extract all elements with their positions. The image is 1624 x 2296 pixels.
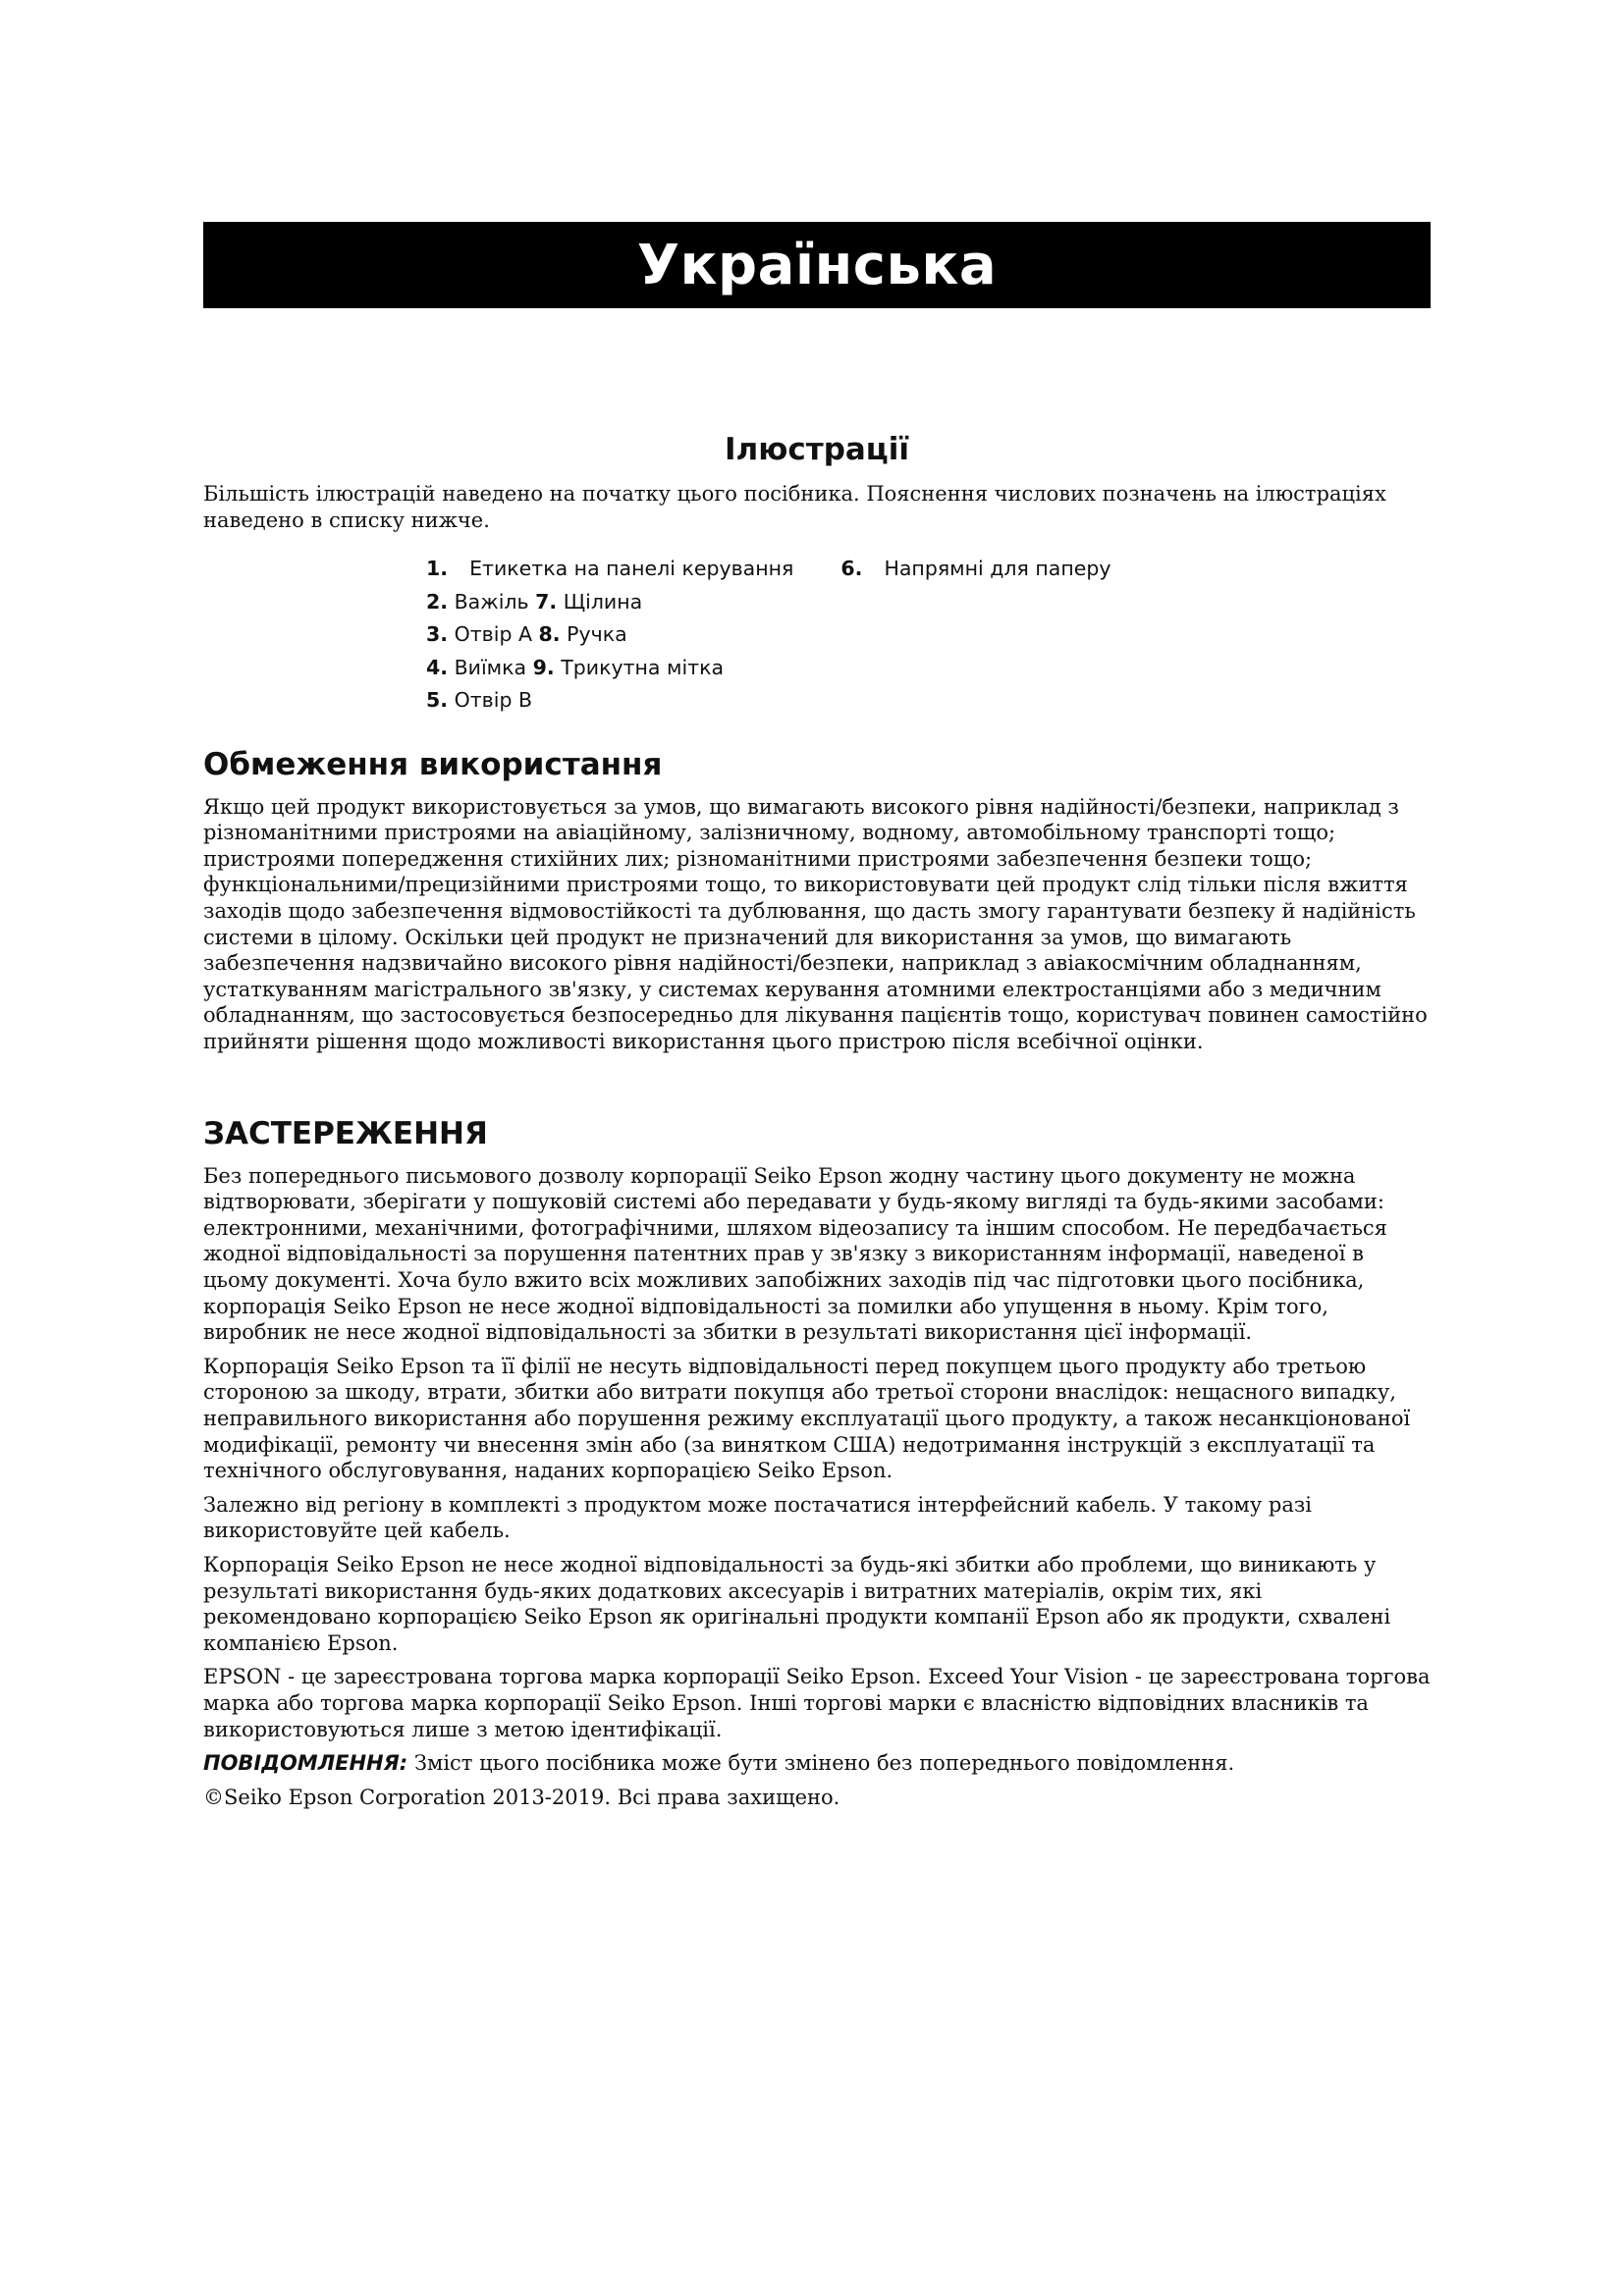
illustration-legend <box>426 553 1431 718</box>
illustrations-heading: Ілюстрації <box>724 432 910 467</box>
document-content <box>203 430 1431 1818</box>
restrictions-text: Якщо цей продукт використовується за умов, що вимагають високого рівня надійності/безпеки, наприклад з різноманітними пристроями на авіаційному, залізничному, водному, автомобільному транспорті тощо; пристроями попередження стихійних лих; різноманітними пристроями забезпечення безпеки тощо; функціональними/прецизійними пристроями тощо, то використовувати цей продукт слід тільки після вжиття заходів щодо забезпечення відмовостійкості та дублювання, що дасть змогу гарантувати безпеку й надійність системи в цілому. Оскільки цей продукт не призначений для використання за умов, що вимагають забезпечення надзвичайно високого рівня надійності/безпеки, наприклад з авіакосмічним обладнанням, устаткуванням магістрального зв'язку, у системах керування атомними електростанціями або з медичним обладнанням, що застосовується безпосередньо для лікування пацієнтів тощо, користувач повинен самостійно прийняти рішення щодо можливості використання цього пристрою після всебічної оцінки. <box>203 794 1428 1054</box>
usage-restrictions-section <box>203 745 1431 1055</box>
legend-label: Важіль <box>454 589 529 614</box>
legend-label: Ручка <box>567 622 627 647</box>
legend-label: Трикутна мітка <box>561 655 725 679</box>
caution-heading: ЗАСТЕРЕЖЕННЯ <box>203 1115 488 1151</box>
legend-label: Напрямні для паперу <box>884 557 1111 581</box>
restrictions-heading: Обмеження використання <box>203 746 663 782</box>
illustrations-intro: Більшість ілюстрацій наведено на початку цього посібника. Пояснення числових позначень на ілюстраціях наведено в списку нижче. <box>203 482 1386 532</box>
notice-line <box>203 1750 1431 1777</box>
legend-number: 3. <box>426 622 449 647</box>
legend-label: Виїмка <box>454 655 527 679</box>
legend-label: Щілина <box>563 589 643 614</box>
notice-label: ПОВІДОМЛЕННЯ: <box>203 1751 408 1776</box>
legend-row <box>426 684 1431 718</box>
notice-text: Зміст цього посібника може бути змінено без попереднього повідомлення. <box>407 1751 1235 1776</box>
legend-number: 6. <box>840 557 863 581</box>
caution-paragraph: Корпорація Seiko Epson не несе жодної відповідальності за будь-які збитки або проблеми, що виникають у результаті використання будь-яких додаткових аксесуарів і витратних матеріалів, окрім тих, які рекомендовано корпорацією Seiko Epson як оригінальні продукти компанії Epson або як продукти, схвалені компанією Epson. <box>203 1552 1391 1655</box>
legend-row <box>426 652 1431 685</box>
legend-number: 7. <box>535 589 558 614</box>
legend-number: 5. <box>426 688 449 713</box>
caution-section <box>203 1114 1431 1811</box>
caution-paragraph: EPSON - це зареєстрована торгова марка корпорації Seiko Epson. Exceed Your Vision - це зареєстрована торгова марка або торгова марка корпорації Seiko Epson. Інші торгові марки є власністю відповідних власників та використовуються лише з метою ідентифікації. <box>203 1665 1431 1741</box>
language-banner <box>203 222 1431 308</box>
legend-number: 9. <box>532 655 555 679</box>
illustrations-section <box>203 430 1431 718</box>
legend-number: 8. <box>538 622 561 647</box>
language-title: Українська <box>636 233 998 297</box>
caution-paragraph: Залежно від регіону в комплекті з продуктом може постачатися інтерфейсний кабель. У такому разі використовуйте цей кабель. <box>203 1492 1313 1543</box>
legend-label: Етикетка на панелі керування <box>469 557 794 581</box>
legend-label: Отвір B <box>454 688 533 713</box>
caution-paragraph: Корпорація Seiko Epson та її філії не несуть відповідальності перед покупцем цього продукту або третьою стороною за шкоду, втрати, збитки або витрати покупця або третьої сторони внаслідок: нещасного випадку, неправильного використання або порушення режиму експлуатації цього продукту, а також несанкціонованої модифікації, ремонту чи внесення змін або (за винятком США) недотримання інструкцій з експлуатації та технічного обслуговування, наданих корпорацією Seiko Epson. <box>203 1354 1411 1483</box>
legend-row <box>426 553 1431 586</box>
legend-label: Отвір A <box>454 622 533 647</box>
legend-row <box>426 618 1431 652</box>
copyright-line: ©Seiko Epson Corporation 2013-2019. Всі права захищено. <box>203 1785 840 1809</box>
legend-number: 1. <box>426 557 449 581</box>
legend-number: 4. <box>426 655 449 679</box>
caution-paragraph: Без попереднього письмового дозволу корпорації Seiko Epson жодну частину цього документу не можна відтворювати, зберігати у пошуковій системі або передавати у будь-якому вигляді та будь-якими засобами: електронними, механічними, фотографічними, шляхом відеозапису та іншим способом. Не передбачається жодної відповідальності за порушення патентних прав у зв'язку з використанням інформації, наведеної в цьому документі. Хоча було вжито всіх можливих запобіжних заходів під час підготовки цього посібника, корпорація Seiko Epson не несе жодної відповідальності за помилки або упущення в ньому. Крім того, виробник не несе жодної відповідальності за збитки в результаті використання цієї інформації. <box>203 1163 1387 1345</box>
legend-number: 2. <box>426 589 449 614</box>
legend-row <box>426 586 1431 619</box>
